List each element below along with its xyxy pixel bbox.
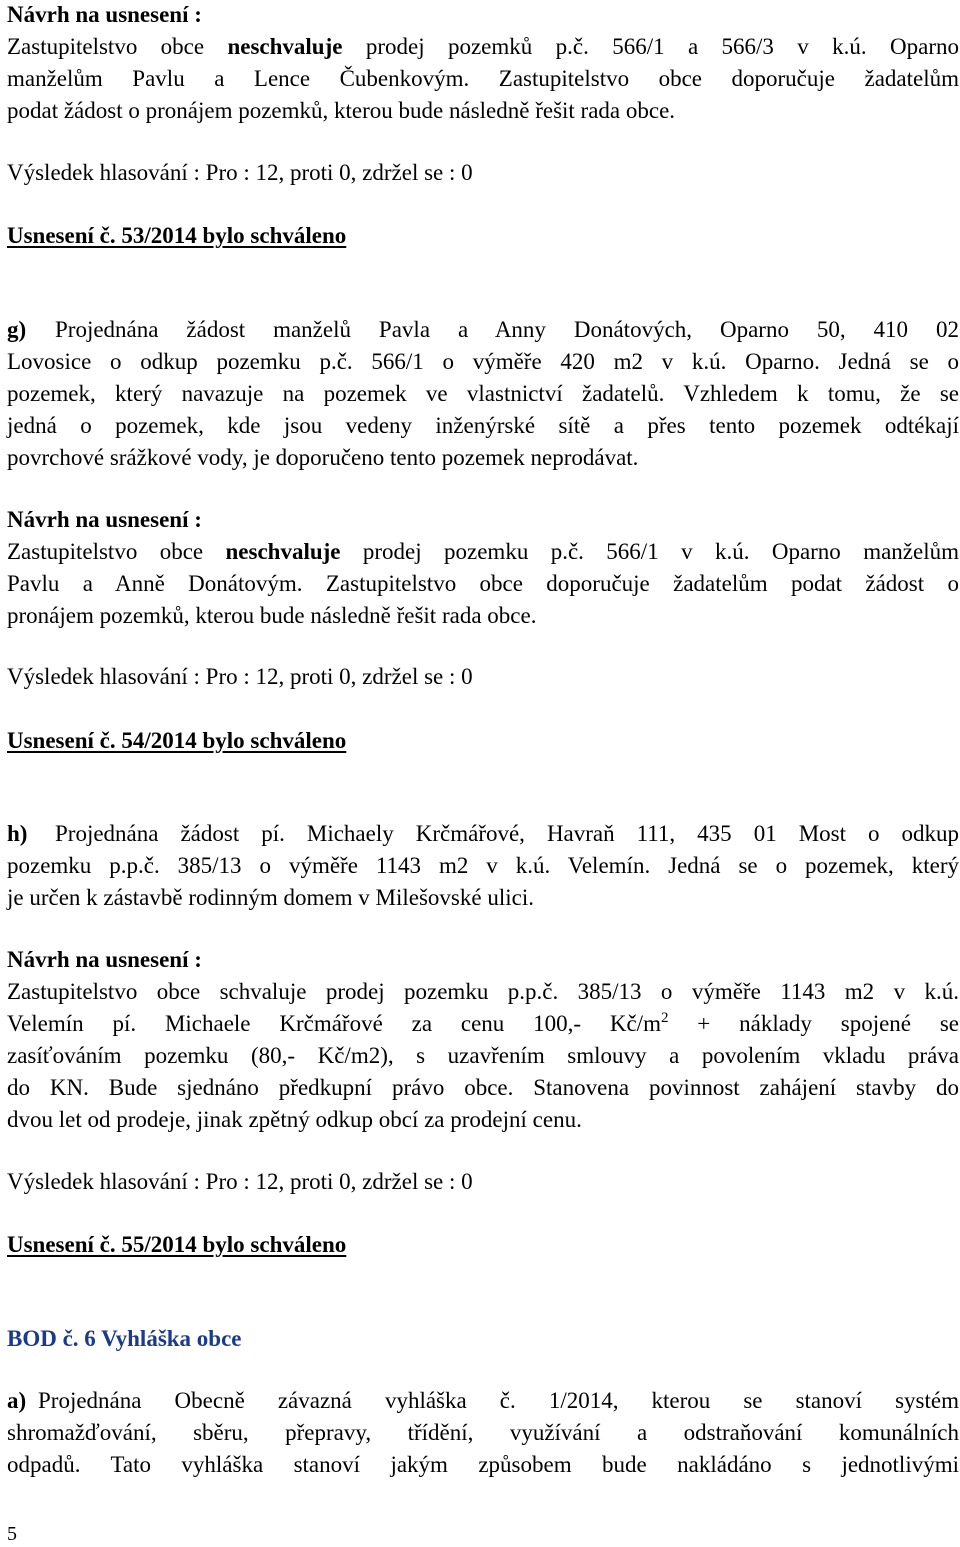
page-number: 5 [7,1523,17,1545]
vote-result: Výsledek hlasování : Pro : 12, proti 0, zdržel se : 0 [7,664,473,689]
section-heading: BOD č. 6 Vyhláška obce [7,1326,242,1351]
vote-result: Výsledek hlasování : Pro : 12, proti 0, zdržel se : 0 [7,1169,473,1194]
item-h-line: je určen k zástavbě rodinným domem v Milešovské ulici. [7,885,534,910]
proposal-line: pronájem pozemků, kterou bude následně řešit rada obce. [7,603,537,628]
proposal-line: Zastupitelstvo obce neschvaluje prodej pozemku p.č. 566/1 v k.ú. Oparno manželům [7,539,959,564]
resolution-status: Usnesení č. 53/2014 bylo schváleno [7,223,347,248]
vote-result: Výsledek hlasování : Pro : 12, proti 0, zdržel se : 0 [7,160,473,185]
proposal-line: manželům Pavlu a Lence Čubenkovým. Zastupitelstvo obce doporučuje žadatelům [7,66,959,91]
proposal-line: Pavlu a Anně Donátovým. Zastupitelstvo obce doporučuje žadatelům podat žádost o [7,571,959,596]
proposal-line: do KN. Bude sjednáno předkupní právo obce. Stanovena povinnost zahájení stavby do [7,1075,959,1100]
resolution-status: Usnesení č. 55/2014 bylo schváleno [7,1232,347,1257]
proposal-line: podat žádost o pronájem pozemků, kterou bude následně řešit rada obce. [7,98,676,123]
proposal-line: dvou let od prodeje, jinak zpětný odkup obcí za prodejní cenu. [7,1107,582,1132]
item-marker: a) [7,1388,27,1413]
proposal-heading: Návrh na usnesení : [7,947,202,972]
item-g-line: pozemek, který navazuje na pozemek ve vlastnictví žadatelů. Vzhledem k tomu, že se [7,381,959,406]
proposal-line: zasíťováním pozemku (80,- Kč/m2), s uzavřením smlouvy a povolením vkladu práva [7,1043,959,1068]
resolution-status: Usnesení č. 54/2014 bylo schváleno [7,728,347,753]
item-a-line: shromažďování, sběru, přepravy, třídění, využívání a odstraňování komunálních [7,1420,959,1445]
item-marker: g) [7,317,27,342]
item-g-line: povrchové srážkové vody, je doporučeno tento pozemek neprodávat. [7,445,639,470]
proposal-heading: Návrh na usnesení : [7,2,202,27]
item-g-line: Lovosice o odkup pozemku p.č. 566/1 o výměře 420 m2 v k.ú. Oparno. Jedná se o [7,349,959,374]
item-marker: h) [7,821,28,846]
superscript: 2 [660,1010,669,1026]
item-h-line: pozemku p.p.č. 385/13 o výměře 1143 m2 v k.ú. Velemín. Jedná se o pozemek, který [7,853,959,878]
item-a-line: a) Projednána Obecně závazná vyhláška č. 1/2014, kterou se stanoví systém [7,1388,959,1413]
proposal-line: Zastupitelstvo obce neschvaluje prodej pozemků p.č. 566/1 a 566/3 v k.ú. Oparno [7,34,959,59]
proposal-heading: Návrh na usnesení : [7,507,202,532]
proposal-line: Velemín pí. Michaele Krčmářové za cenu 100,- $Kč/m^2$ + náklady spojené se [7,1010,959,1036]
item-g-line: g) Projednána žádost manželů Pavla a Anny Donátových, Oparno 50, 410 02 [7,317,959,342]
item-g-line: jedná o pozemek, kde jsou vedeny inženýrské sítě a přes tento pozemek odtékají [7,413,959,438]
item-a-line: odpadů. Tato vyhláška stanoví jakým způsobem bude nakládáno s jednotlivými [7,1452,959,1477]
proposal-line: Zastupitelstvo obce schvaluje prodej pozemku p.p.č. 385/13 o výměře 1143 m2 v k.ú. [7,979,959,1004]
item-h-line: h) Projednána žádost pí. Michaely Krčmářové, Havraň 111, 435 01 Most o odkup [7,821,959,846]
